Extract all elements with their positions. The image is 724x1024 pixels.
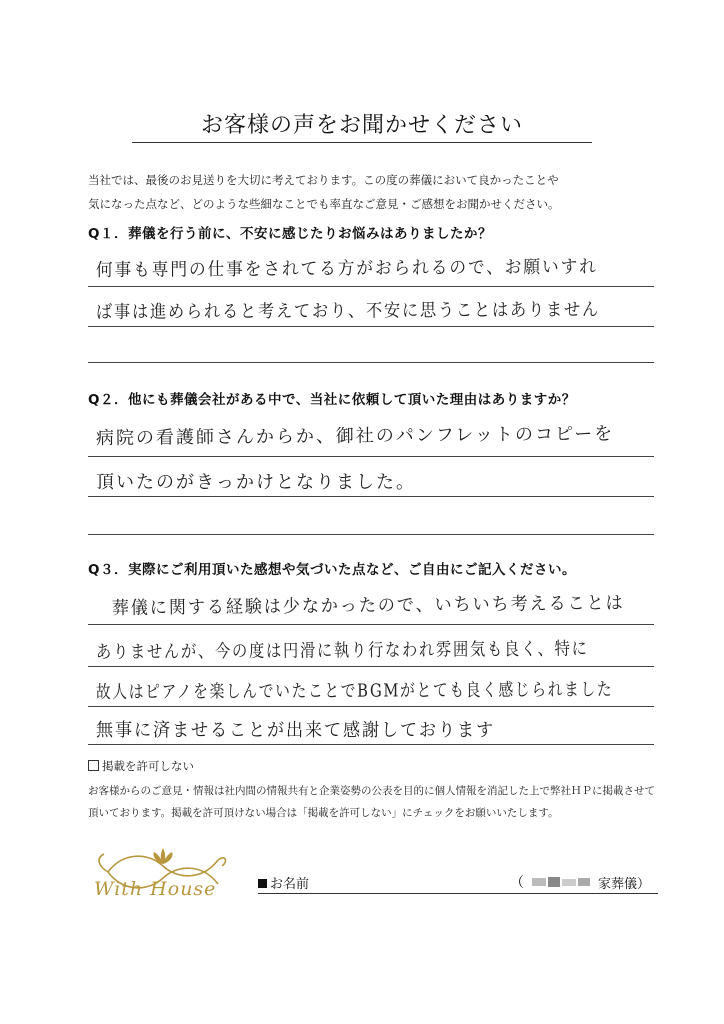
- answer-1-rule-1: [88, 286, 654, 287]
- name-field-label: [258, 873, 309, 892]
- intro-line-2: 気になった点など、どのような些細なことでも率直なご意見・ご感想をお聞かせください。: [88, 197, 560, 211]
- answer-2-line-2: 頂いたのがきっかけとなりました。: [96, 472, 416, 493]
- answer-2-rule-1: [88, 456, 654, 457]
- answer-1-line-2: ば事は進められると考えており、不安に思うことはありません: [95, 299, 600, 323]
- title-underline: [132, 142, 592, 143]
- question-2-label: Q２．他にも葬儀会社がある中で、当社に依頼して頂いた理由はありますか？: [88, 392, 576, 408]
- page-title: お客様の声をお聞かせください: [200, 113, 523, 138]
- answer-1-rule-2: [88, 326, 654, 327]
- question-3-label: Q３．実際にご利用頂いた感想や気づいた点など、ご自由にご記入ください。: [88, 562, 576, 578]
- answer-3-rule-3: [88, 706, 654, 707]
- redacted-name: [532, 874, 594, 888]
- no-publish-checkbox[interactable]: [88, 760, 99, 771]
- name-square-icon: [258, 879, 267, 888]
- answer-3-line-2: ありませんが、今の度は円滑に執り行なわれ雰囲気も良く、特に: [95, 638, 589, 663]
- answer-2-rule-2: [88, 496, 654, 497]
- notice-line-1: お客様からのご意見・情報は社内間の情報共有と企業姿勢の公表を目的に個人情報を消記した上で弊社ＨＰに掲載させて: [88, 785, 655, 797]
- no-publish-row[interactable]: [88, 758, 194, 774]
- company-logo: [88, 842, 238, 904]
- intro-line-1: 当社では、最後のお見送りを大切に考えております。この度の葬儀において良かったことや: [88, 173, 559, 187]
- family-funeral-suffix: 家葬儀）: [598, 877, 651, 892]
- name-label-text: お名前: [270, 877, 310, 892]
- answer-3-line-1: 葬儀に関する経験は少なかったので、いちいち考えることは: [111, 592, 625, 620]
- answer-3-rule-4: [88, 744, 654, 745]
- answer-2-rule-3: [88, 534, 654, 535]
- logo-text: With House: [94, 878, 217, 900]
- no-publish-label: 掲載を許可しない: [102, 759, 194, 773]
- answer-3-rule-1: [88, 624, 654, 625]
- question-1-label: Q１．葬儀を行う前に、不安に感じたりお悩みはありましたか？: [88, 226, 492, 242]
- publish-notice: [88, 780, 658, 824]
- answer-1-line-1: 何事も専門の仕事をされてる方がおられるので、お願いすれ: [95, 256, 598, 282]
- answer-3-line-4: 無事に済ませることが出来て感謝しております: [96, 720, 495, 741]
- notice-line-2: 頂いております。掲載を許可頂けない場合は「掲載を許可しない」にチェックをお願いいたします。: [88, 807, 559, 819]
- answer-2-line-1: 病院の看護師さんからか、御社のパンフレットのコピーを: [95, 423, 615, 450]
- answer-3-rule-2: [88, 666, 654, 667]
- answer-3-line-3: 故人はピアノを楽しんでいたことでBGMがとても良く感じられました: [95, 679, 614, 703]
- name-paren-open: （: [510, 875, 524, 891]
- name-underline: [258, 893, 658, 894]
- intro-text: [88, 168, 648, 216]
- answer-1-rule-3: [88, 362, 654, 363]
